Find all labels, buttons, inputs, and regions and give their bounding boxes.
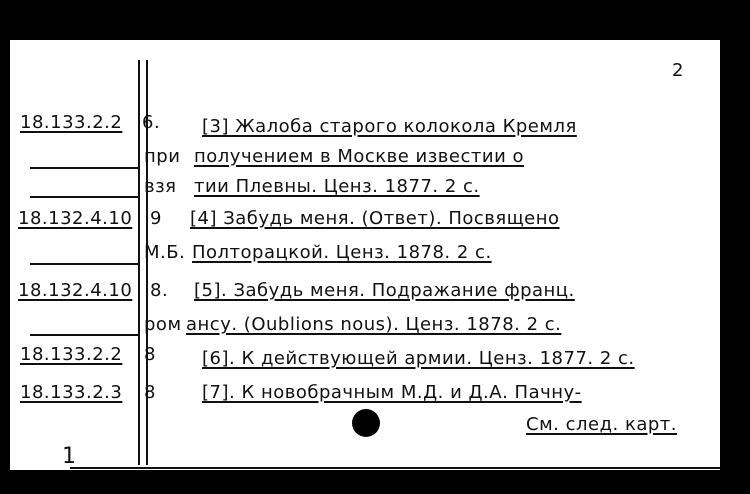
entry-text: [7]. К новобрачным М.Д. и Д.А. Пачну- bbox=[202, 382, 582, 403]
row-number: взя bbox=[144, 176, 177, 197]
page-number: 2 bbox=[672, 60, 684, 81]
column-rule-left bbox=[138, 60, 140, 465]
continuation-note: См. след. карт. bbox=[526, 414, 677, 435]
shelf-mark: 18.133.2.3 bbox=[20, 382, 123, 403]
entry-text: ансу. (Oublions nous). Ценз. 1878. 2 с. bbox=[186, 314, 562, 335]
row-number: М.Б. bbox=[144, 242, 186, 263]
shelf-mark: 18.132.4.10 bbox=[18, 208, 133, 229]
row-number: 9 bbox=[150, 208, 162, 229]
row-number: 6. bbox=[142, 112, 161, 133]
blank-shelf-rule bbox=[30, 263, 138, 265]
blank-shelf-rule bbox=[30, 334, 138, 336]
row-number: 8 bbox=[144, 382, 156, 403]
shelf-mark: 18.133.2.2 bbox=[20, 344, 123, 365]
entry-text: тии Плевны. Ценз. 1877. 2 с. bbox=[194, 176, 480, 197]
row-number: 8. bbox=[150, 280, 169, 301]
blank-shelf-rule bbox=[30, 196, 138, 198]
entry-text: Полторацкой. Ценз. 1878. 2 с. bbox=[192, 242, 492, 263]
shelf-mark: 18.132.4.10 bbox=[18, 280, 133, 301]
entry-text: получением в Москве известии о bbox=[194, 146, 524, 167]
footer-mark: 1 bbox=[62, 444, 77, 469]
row-number: ром bbox=[144, 314, 182, 335]
entry-text: [5]. Забудь меня. Подражание франц. bbox=[194, 280, 575, 301]
entry-text: [6]. К действующей армии. Ценз. 1877. 2 с. bbox=[202, 348, 635, 369]
bottom-rule bbox=[70, 467, 720, 469]
catalog-card bbox=[10, 40, 720, 470]
punch-hole bbox=[352, 409, 380, 437]
row-number: при bbox=[144, 146, 181, 167]
entry-text: [4] Забудь меня. (Ответ). Посвящено bbox=[190, 208, 560, 229]
entry-text: [3] Жалоба старого колокола Кремля bbox=[202, 116, 577, 137]
shelf-mark: 18.133.2.2 bbox=[20, 112, 123, 133]
row-number: 8 bbox=[144, 344, 156, 365]
blank-shelf-rule bbox=[30, 167, 138, 169]
